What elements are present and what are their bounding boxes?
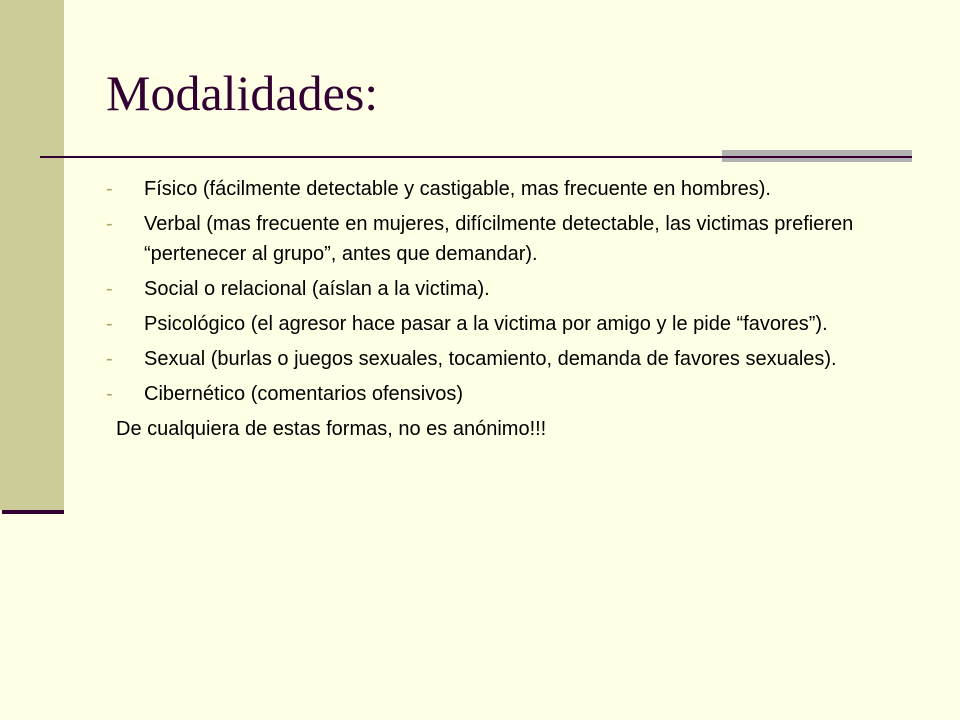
- bullet-item: [106, 209, 906, 269]
- bullet-dash: -: [106, 348, 113, 370]
- bullet-dash: -: [106, 313, 113, 335]
- bullet-item: [106, 274, 906, 304]
- bullet-dash: -: [106, 213, 113, 235]
- bullet-dash: -: [106, 278, 113, 300]
- bullet-dash: -: [106, 178, 113, 200]
- bullet-item: [106, 309, 906, 339]
- title-divider-accent-bottom: [722, 158, 912, 162]
- bullet-list: [106, 174, 906, 409]
- closing-statement: De cualquiera de estas formas, no es anónimo!!!: [116, 418, 547, 440]
- bullet-text: Sexual (burlas o juegos sexuales, tocamiento, demanda de favores sexuales).: [144, 348, 837, 370]
- bullet-item: [106, 344, 906, 374]
- bullet-text: Psicológico (el agresor hace pasar a la victima por amigo y le pide “favores”).: [144, 313, 828, 335]
- bullet-item: [106, 174, 906, 204]
- bullet-dash: -: [106, 383, 113, 405]
- bullet-text: Cibernético (comentarios ofensivos): [144, 383, 464, 405]
- sidebar-underline: [2, 510, 64, 514]
- slide-body: [106, 174, 906, 444]
- bullet-text: Físico (fácilmente detectable y castigable, mas frecuente en hombres).: [144, 178, 771, 200]
- title-divider-accent-top: [722, 150, 912, 156]
- bullet-text: Verbal (mas frecuente en mujeres, difícilmente detectable, las victimas prefieren “pertenecer al grupo”, antes que demandar).: [144, 213, 854, 265]
- slide-title: Modalidades:: [106, 65, 379, 121]
- sidebar-accent-bar: [0, 0, 64, 510]
- bullet-text: Social o relacional (aíslan a la victima).: [144, 278, 490, 300]
- bullet-item: [106, 379, 906, 409]
